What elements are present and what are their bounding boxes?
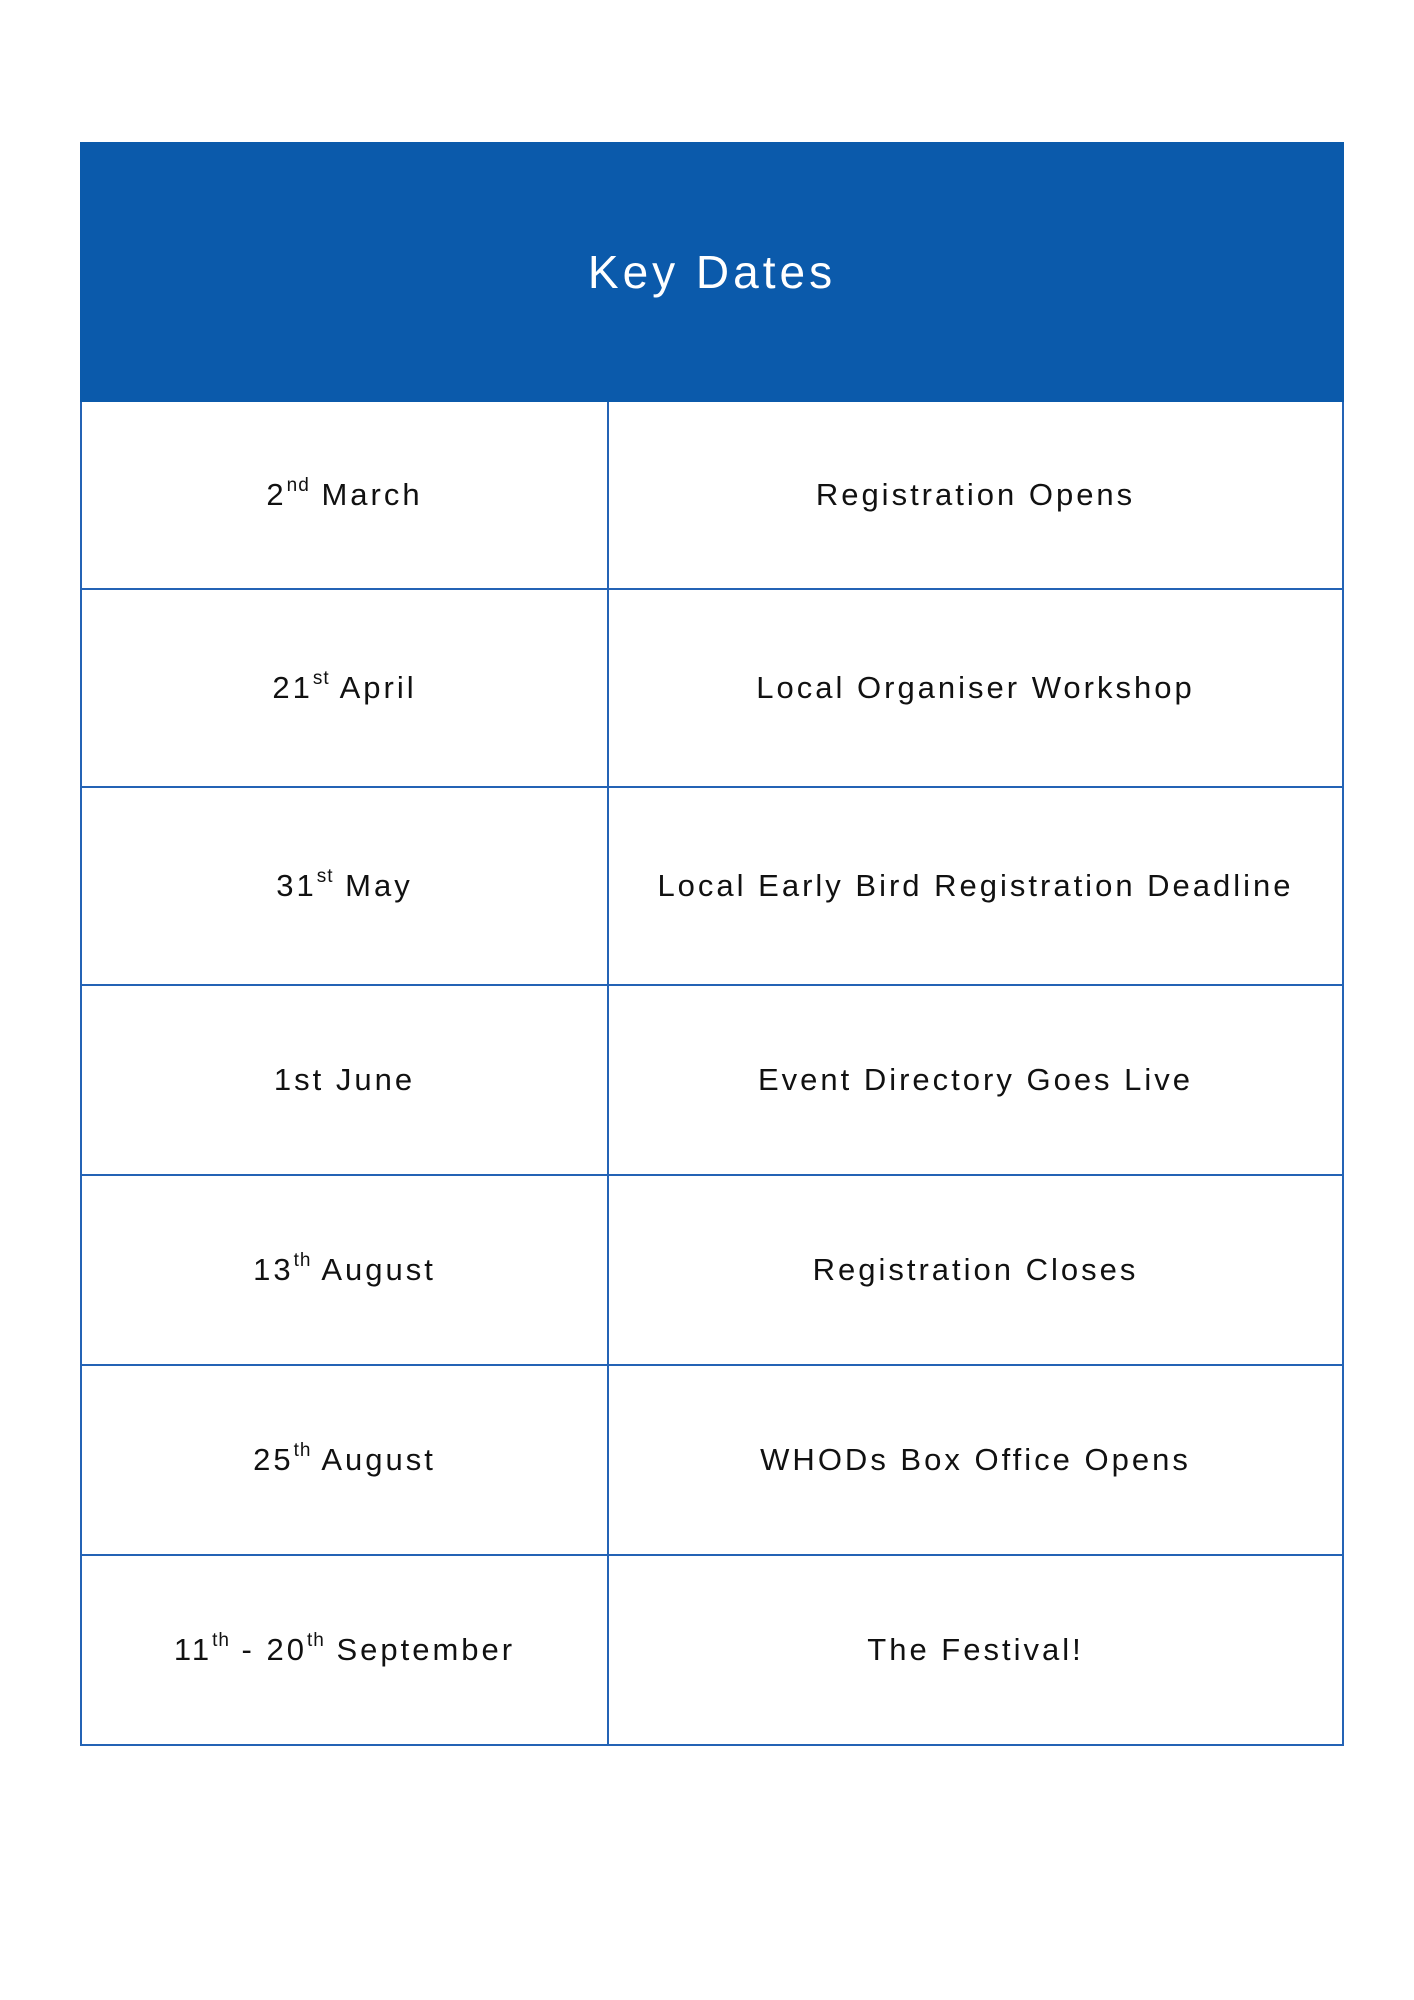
date-suffix: st (312, 668, 330, 689)
table-row (81, 589, 1343, 787)
date-month: August (321, 1442, 436, 1477)
date-suffix: th (293, 1250, 312, 1271)
date-suffix: nd (286, 475, 310, 496)
date-end-suffix: th (306, 1630, 325, 1651)
key-dates-table (80, 142, 1344, 1746)
date-day: 21 (272, 670, 313, 705)
date-start-day: 11 (173, 1632, 213, 1667)
date-cell (81, 1365, 608, 1555)
date-suffix: st (316, 866, 334, 887)
event-cell: Event Directory Goes Live (608, 985, 1343, 1175)
table-title: Key Dates (81, 143, 1343, 401)
date-day: 13 (253, 1252, 294, 1287)
date-cell (81, 1555, 608, 1745)
date-start-suffix: th (212, 1630, 230, 1651)
date-cell: 1st June (81, 985, 608, 1175)
date-suffix: th (293, 1440, 312, 1461)
date-cell (81, 1175, 608, 1365)
date-separator: - (241, 1632, 255, 1667)
event-cell: WHODs Box Office Opens (608, 1365, 1343, 1555)
table-row (81, 1365, 1343, 1555)
event-cell: Local Organiser Workshop (608, 589, 1343, 787)
date-month: May (345, 868, 413, 903)
table-row (81, 1555, 1343, 1745)
event-cell: The Festival! (608, 1555, 1343, 1745)
date-month: March (321, 477, 423, 512)
event-cell: Local Early Bird Registration Deadline (608, 787, 1343, 985)
date-month: August (321, 1252, 436, 1287)
date-cell (81, 787, 608, 985)
table-row (81, 787, 1343, 985)
table-header-row (81, 143, 1343, 401)
date-cell (81, 589, 608, 787)
date-day: 25 (253, 1442, 294, 1477)
date-month: April (339, 670, 417, 705)
date-cell (81, 401, 608, 589)
date-end-day: 20 (266, 1632, 307, 1667)
date-day: 31 (276, 868, 317, 903)
table-row (81, 401, 1343, 589)
date-month: September (336, 1632, 516, 1667)
table-row (81, 985, 1343, 1175)
table-row (81, 1175, 1343, 1365)
date-day: 2 (266, 477, 287, 512)
event-cell: Registration Closes (608, 1175, 1343, 1365)
event-cell: Registration Opens (608, 401, 1343, 589)
